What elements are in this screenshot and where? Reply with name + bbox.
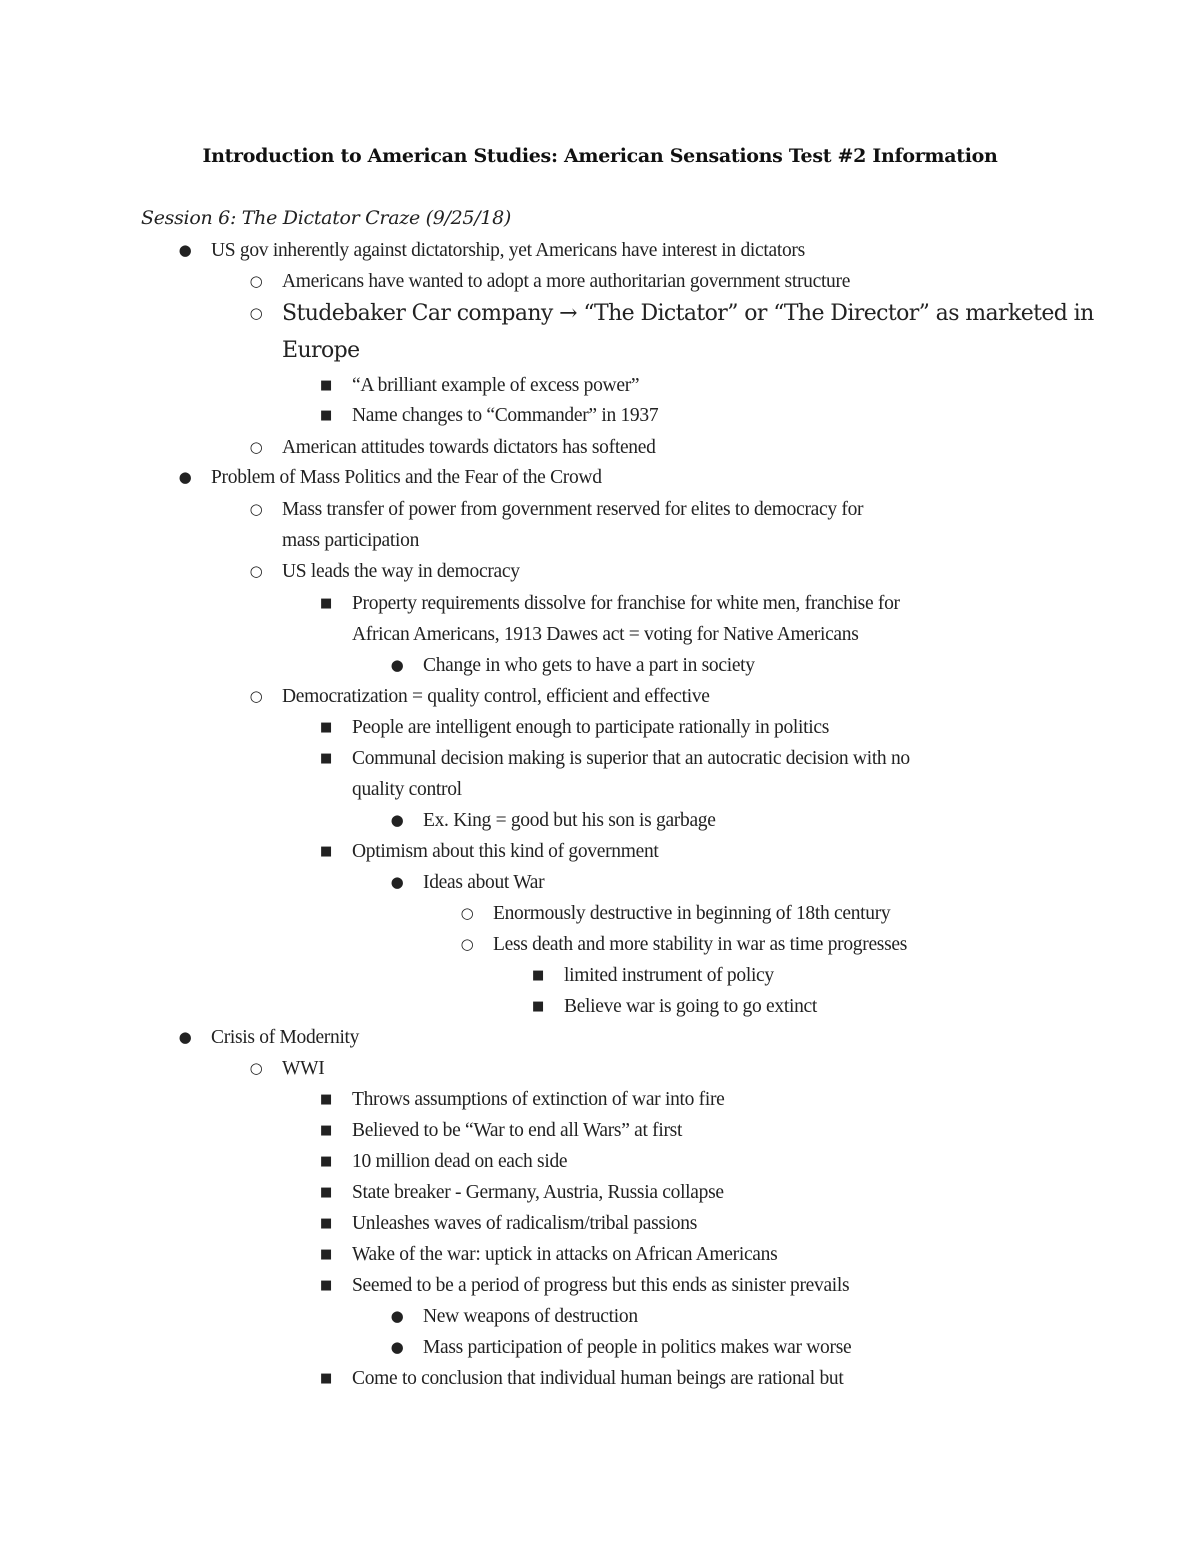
outline-item-text: Believed to be “War to end all Wars” at first [352, 1120, 683, 1141]
bullet-square-icon: ■ [320, 1278, 332, 1293]
bullet-square-icon: ■ [320, 1247, 332, 1262]
outline-item-text: WWI [282, 1058, 325, 1079]
outline-item-text: Unleashes waves of radicalism/tribal passions [352, 1213, 697, 1234]
outline-item-text: Europe [282, 338, 360, 363]
bullet-square-icon: ■ [320, 844, 332, 859]
outline-item-text: American attitudes towards dictators has softened [282, 437, 656, 458]
bullet-disc-icon: ● [390, 811, 404, 829]
outline-item-text: Throws assumptions of extinction of war into fire [352, 1089, 725, 1110]
outline-item-text: Come to conclusion that individual human beings are rational but [352, 1368, 844, 1389]
bullet-circle-icon: ○ [460, 904, 474, 922]
outline-item-text: Studebaker Car company → “The Dictator” or “The Director” as marketed in [282, 301, 1094, 326]
outline-item-text: mass participation [282, 530, 420, 551]
bullet-square-icon: ■ [320, 1123, 332, 1138]
bullet-disc-icon: ● [178, 241, 192, 259]
outline-item-text: Ideas about War [423, 872, 545, 893]
bullet-disc-icon: ● [178, 468, 192, 486]
outline-item-text: US leads the way in democracy [282, 561, 520, 582]
document-title: Introduction to American Studies: American Sensations Test #2 Information [202, 145, 998, 167]
outline-item-text: Ex. King = good but his son is garbage [423, 810, 716, 831]
bullet-circle-icon: ○ [249, 562, 263, 580]
outline-item-text: Enormously destructive in beginning of 18th century [493, 903, 891, 924]
bullet-disc-icon: ● [178, 1028, 192, 1046]
outline-item-text: Less death and more stability in war as time progresses [493, 934, 908, 955]
bullet-square-icon: ■ [320, 1154, 332, 1169]
outline-item-text: Optimism about this kind of government [352, 841, 659, 862]
bullet-disc-icon: ● [390, 1307, 404, 1325]
outline-item-text: People are intelligent enough to participate rationally in politics [352, 717, 830, 738]
bullet-square-icon: ■ [320, 751, 332, 766]
bullet-square-icon: ■ [320, 408, 332, 423]
outline-item-text: Name changes to “Commander” in 1937 [352, 405, 659, 426]
bullet-square-icon: ■ [320, 1092, 332, 1107]
bullet-square-icon: ■ [320, 1371, 332, 1386]
bullet-circle-icon: ○ [249, 272, 263, 290]
bullet-circle-icon: ○ [249, 438, 263, 456]
outline-item-text: US gov inherently against dictatorship, yet Americans have interest in dictators [211, 240, 805, 261]
bullet-circle-icon: ○ [249, 304, 263, 322]
bullet-disc-icon: ● [390, 1338, 404, 1356]
bullet-circle-icon: ○ [249, 1059, 263, 1077]
outline-item-text: New weapons of destruction [423, 1306, 638, 1327]
bullet-square-icon: ■ [320, 1185, 332, 1200]
bullet-square-icon: ■ [532, 968, 544, 983]
outline-item-text: Democratization = quality control, efficient and effective [282, 686, 710, 707]
outline-item-text: Communal decision making is superior that an autocratic decision with no [352, 748, 910, 769]
outline-item-text: quality control [352, 779, 462, 800]
outline-item-text: limited instrument of policy [564, 965, 774, 986]
session-heading: Session 6: The Dictator Craze (9/25/18) [141, 207, 511, 229]
bullet-square-icon: ■ [320, 378, 332, 393]
bullet-circle-icon: ○ [460, 935, 474, 953]
bullet-square-icon: ■ [320, 1216, 332, 1231]
outline-item-text: African Americans, 1913 Dawes act = voting for Native Americans [352, 624, 859, 645]
outline-item-text: State breaker - Germany, Austria, Russia collapse [352, 1182, 724, 1203]
bullet-square-icon: ■ [320, 720, 332, 735]
bullet-square-icon: ■ [320, 596, 332, 611]
bullet-disc-icon: ● [390, 873, 404, 891]
outline-item-text: Wake of the war: uptick in attacks on African Americans [352, 1244, 778, 1265]
outline-item-text: Mass participation of people in politics makes war worse [423, 1337, 852, 1358]
bullet-disc-icon: ● [390, 656, 404, 674]
outline-item-text: Americans have wanted to adopt a more authoritarian government structure [282, 271, 851, 292]
outline-item-text: Believe war is going to go extinct [564, 996, 817, 1017]
bullet-circle-icon: ○ [249, 687, 263, 705]
bullet-square-icon: ■ [532, 999, 544, 1014]
outline-item-text: “A brilliant example of excess power” [352, 375, 640, 396]
outline-item-text: Problem of Mass Politics and the Fear of the Crowd [211, 467, 602, 488]
outline-item-text: Mass transfer of power from government reserved for elites to democracy for [282, 499, 864, 520]
outline-item-text: Crisis of Modernity [211, 1027, 360, 1048]
outline-item-text: 10 million dead on each side [352, 1151, 568, 1172]
outline-item-text: Seemed to be a period of progress but this ends as sinister prevails [352, 1275, 850, 1296]
outline-item-text: Property requirements dissolve for franchise for white men, franchise for [352, 593, 900, 614]
outline-item-text: Change in who gets to have a part in society [423, 655, 755, 676]
bullet-circle-icon: ○ [249, 500, 263, 518]
